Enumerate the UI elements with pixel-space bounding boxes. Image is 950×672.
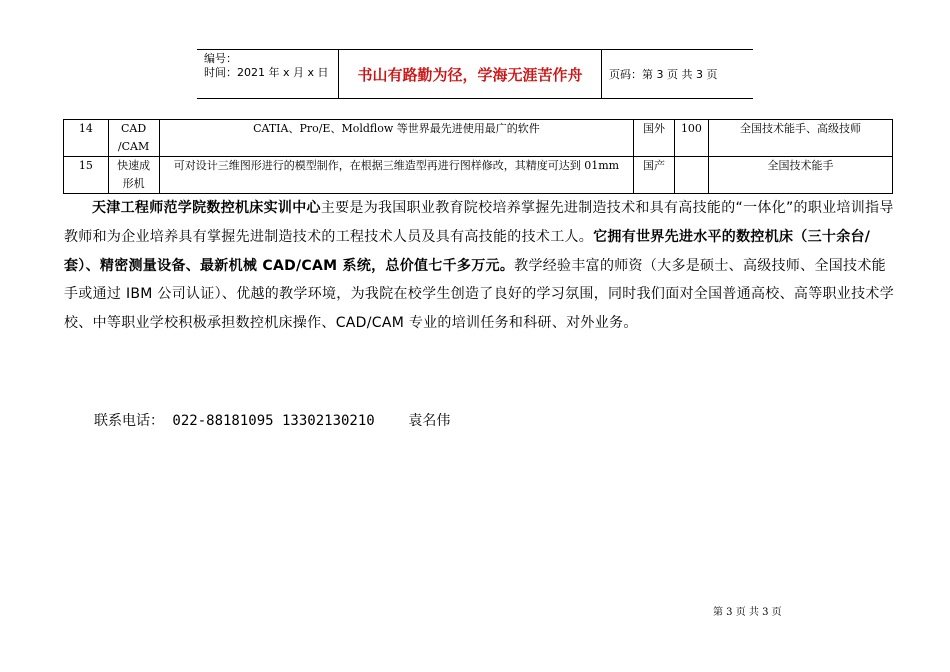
contact-line: 联系电话： 022-88181095 13302130210 袁名伟: [94, 413, 451, 429]
equipment-summary: 它拥有世界先进水平的数控机床（三十余台/套）、精密测量设备、最新机械 CAD/CAM 系统，总价值七千多万元。: [64, 228, 871, 274]
equipment-name-line: /CAM: [117, 140, 150, 153]
equipment-table: [63, 119, 893, 194]
equipment-name-line: 形机: [122, 177, 145, 190]
faculty-text: 教学经验丰富的师资（大多是硕士、高级技师、全国技术能手或通过 IBM 公司认证）、优越的教学环境，为我院在校学生创造了良好的学习氛围，同时我们面对全国普通高校、高等职业技术学校、中等职业学校积极承担数控机床操作、CAD/CAM 专业的培训任务和科研、对外业务。: [64, 257, 895, 332]
equipment-description: CATIA、Pro/E、Moldflow 等世界最先进使用最广的软件: [159, 120, 634, 157]
equipment-name: [108, 157, 159, 194]
equipment-level: 全国技术能手: [709, 157, 893, 194]
header-meta: [197, 50, 339, 98]
equipment-quantity: [674, 157, 708, 194]
table-row: [64, 120, 893, 157]
doc-number-label: 编号：: [204, 52, 237, 65]
equipment-name-line: 快速成: [117, 159, 151, 172]
header-motto: 书山有路勤为径，学海无涯苦作舟: [339, 50, 602, 98]
row-number: 15: [64, 157, 109, 194]
page-header: [197, 49, 753, 99]
equipment-description: 可对设计三维图形进行的模型制作，在根据三维造型再进行图样修改，其精度可达到 01mm: [159, 157, 634, 194]
center-name: 天津工程师范学院数控机床实训中心: [92, 200, 321, 216]
equipment-name-line: CAD: [121, 122, 147, 135]
intro-paragraph: [64, 194, 894, 338]
equipment-origin: 国外: [634, 120, 675, 157]
equipment-origin: 国产: [634, 157, 675, 194]
equipment-name: [108, 120, 159, 157]
equipment-level: 全国技术能手、高级技师: [709, 120, 893, 157]
footer-page-number: 第 3 页 共 3 页: [713, 607, 782, 618]
table-row: [64, 157, 893, 194]
row-number: 14: [64, 120, 109, 157]
header-page-number: 页码：第 3 页 共 3 页: [609, 68, 718, 81]
date-line: 时间：2021 年 x 月 x 日: [204, 66, 329, 79]
equipment-quantity: 100: [674, 120, 708, 157]
intro-text: 主要是为我国职业教育院校培养掌握先进制造技术和具有高技能的“一体化”的职业培训指导教师和为企业培养具有掌握先进制造技术的工程技术人员及具有高技能的技术工人。: [64, 200, 894, 245]
